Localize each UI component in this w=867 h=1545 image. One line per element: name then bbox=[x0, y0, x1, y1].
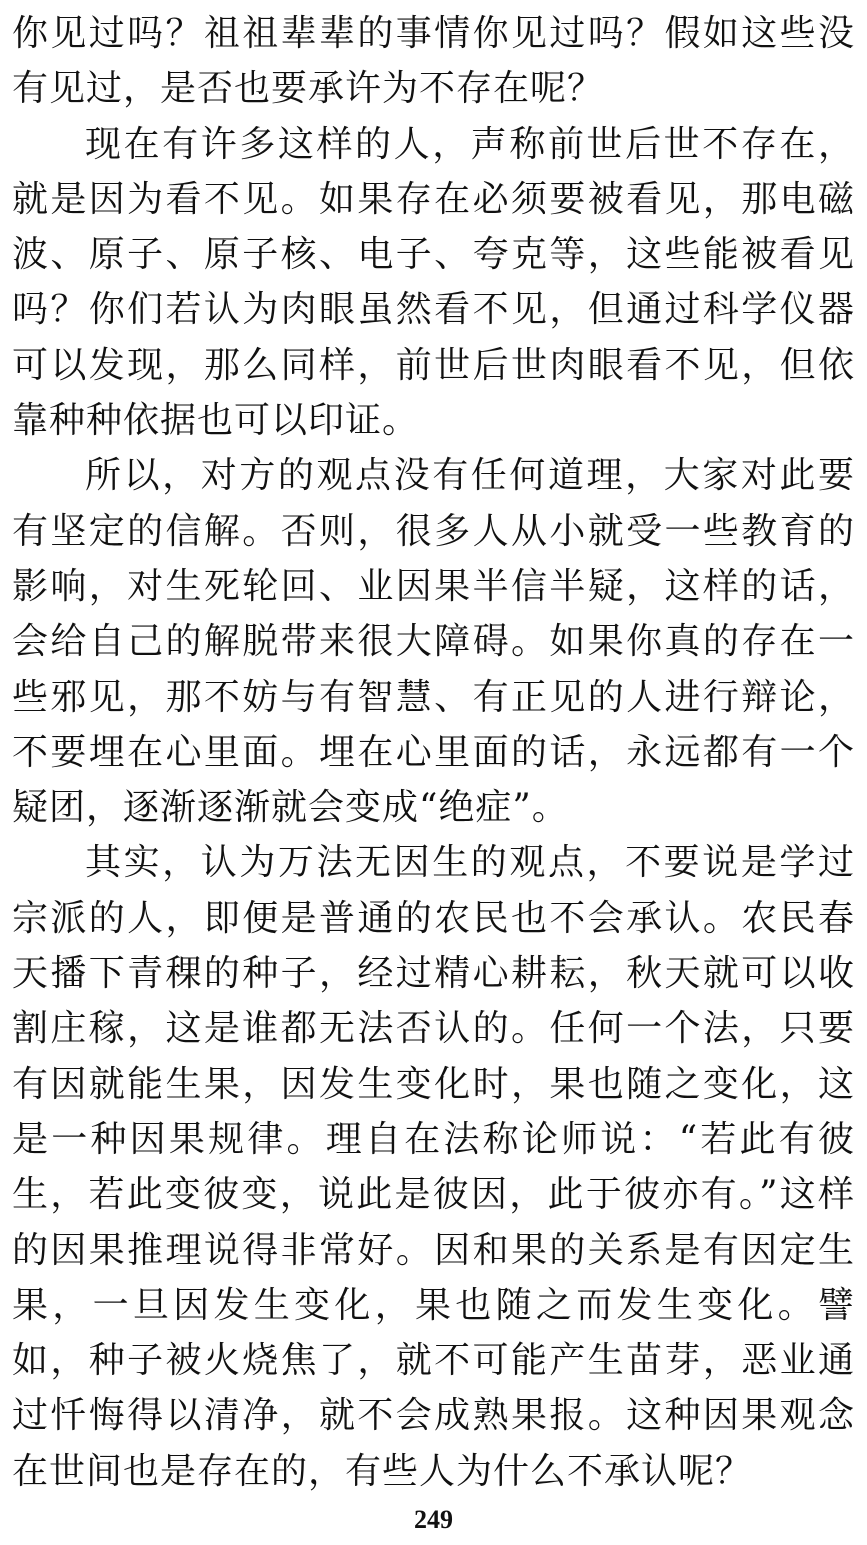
paragraph-2: 现在有许多这样的人，声称前世后世不存在，就是因为看不见。如果存在必须要被看见，那电磁波、原子、原子核、电子、夸克等，这些能被看见吗？你们若认为肉眼虽然看不见，但通过科学仪器可以发现，那么同样，前世后世肉眼看不见，但依靠种种依据也可以印证。 bbox=[12, 123, 855, 442]
paragraph-3: 所以，对方的观点没有任何道理，大家对此要有坚定的信解。否则，很多人从小就受一些教育的影响，对生死轮回、业因果半信半疑，这样的话，会给自己的解脱带来很大障碍。如果你真的存在一些邪见，那不妨与有智慧、有正见的人进行辩论，不要埋在心里面。埋在心里面的话，永远都有一个疑团，逐渐逐渐就会变成“绝症”。 bbox=[12, 455, 855, 829]
page-number: 249 bbox=[414, 1505, 453, 1534]
page-body bbox=[12, 6, 855, 1499]
paragraph-1: 你见过吗？祖祖辈辈的事情你见过吗？假如这些没有见过，是否也要承许为不存在呢？ bbox=[12, 13, 855, 110]
paragraph-4: 其实，认为万法无因生的观点，不要说是学过宗派的人，即便是普通的农民也不会承认。农民春天播下青稞的种子，经过精心耕耘，秋天就可以收割庄稼，这是谁都无法否认的。任何一个法，只要有因就能生果，因发生变化时，果也随之变化，这是一种因果规律。理自在法称论师说：“若此有彼生，若此变彼变，说此是彼因，此于彼亦有。”这样的因果推理说得非常好。因和果的关系是有因定生果，一旦因发生变化，果也随之而发生变化。譬如，种子被火烧焦了，就不可能产生苗芽，恶业通过忏悔得以清净，就不会成熟果报。这种因果观念在世间也是存在的，有些人为什么不承认呢？ bbox=[12, 842, 855, 1492]
